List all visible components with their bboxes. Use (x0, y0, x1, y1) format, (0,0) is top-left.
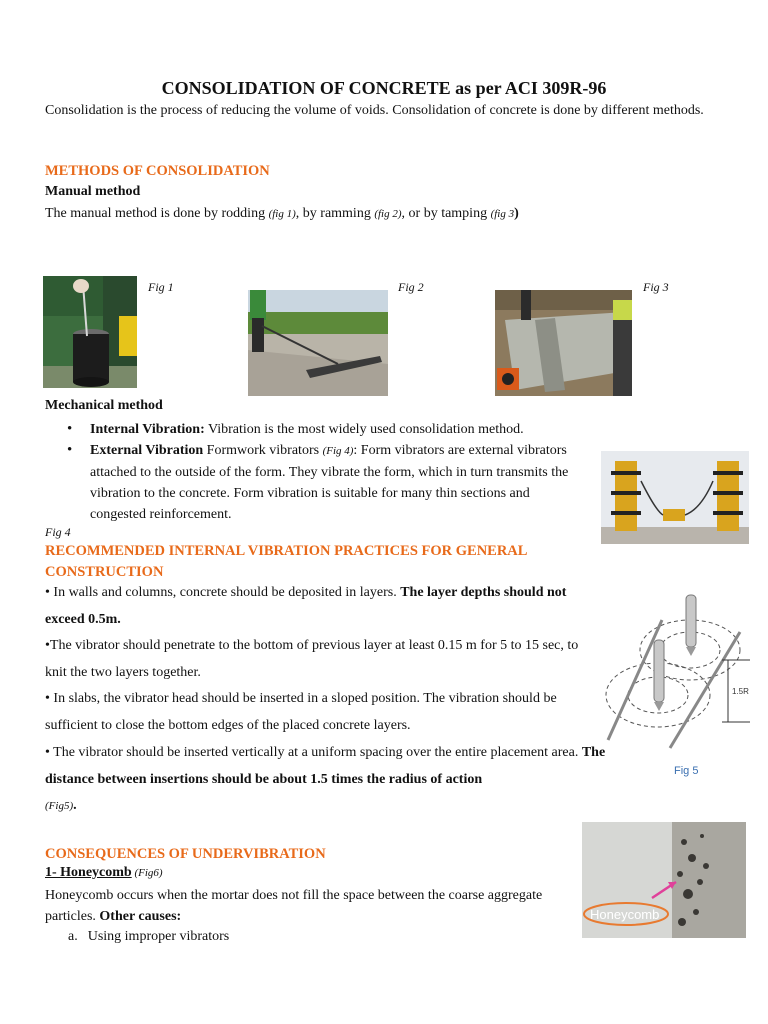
fig1-photo (43, 276, 137, 388)
causes-list-item: a. Using improper vibrators (68, 929, 230, 944)
practice-slabs: • In slabs, the vibrator head should be inserted in a sloped position. The vibration should be sufficient to close the bottom edges of the placed concrete layers. (45, 691, 557, 733)
practice-penetration: •The vibrator should penetrate to the bottom of previous layer at least 0.15 m for 5 to 15 sec, to knit the two layers together. (45, 638, 579, 680)
fig5-caption: Fig 5 (674, 765, 699, 777)
fig2-photo (248, 290, 388, 396)
fig5-label: 1.5R (732, 687, 749, 696)
fig1-caption: Fig 1 (148, 280, 174, 294)
manual-method-heading: Manual method (45, 184, 141, 199)
list-item-external-vibration: • External Vibration Formwork vibrators (Fig 4): Form vibrators are external vibrators attached to the outside of the form. They vibrate the form, which in turn transmits the vibration to the concrete. Form vibration is suitable for many thin sections and congested reinforcement. (45, 440, 585, 525)
intro-paragraph: Consolidation is the process of reducing the volume of voids. Consolidation of concrete is done by different methods. (45, 103, 704, 118)
methods-heading: METHODS OF CONSOLIDATION (45, 163, 270, 179)
honeycomb-title-line: 1- Honeycomb (Fig6) (45, 865, 163, 880)
practice-layers: • In walls and columns, concrete should be deposited in layers. The layer depths should not exceed 0.5m. (45, 585, 567, 627)
consequences-heading: CONSEQUENCES OF UNDERVIBRATION (45, 846, 326, 862)
recommended-heading: RECOMMENDED INTERNAL VIBRATION PRACTICES FOR GENERAL CONSTRUCTION (45, 543, 527, 580)
practice-spacing: • The vibrator should be inserted vertically at a uniform spacing over the entire placement area. The distance between insertions should be about 1.5 times the radius of action (Fig5). (45, 745, 606, 813)
fig2-caption: Fig 2 (398, 280, 424, 294)
honeycomb-text: Honeycomb occurs when the mortar does not fill the space between the coarse aggregate particles. Other causes: (45, 888, 543, 924)
fig3-photo (495, 290, 632, 396)
page-title: CONSOLIDATION OF CONCRETE as per ACI 309R-96 (161, 78, 607, 98)
fig4-photo (601, 451, 749, 544)
recommended-practices (45, 580, 593, 739)
fig5-diagram (600, 590, 760, 750)
manual-method-text: The manual method is done by rodding (fig 1), by ramming (fig 2), or by tamping (fig 3) (45, 206, 519, 221)
mechanical-method-heading: Mechanical method (45, 398, 163, 413)
honeycomb-photo (582, 822, 746, 938)
mechanical-method-list (45, 419, 585, 525)
list-item-internal-vibration: • Internal Vibration: Vibration is the most widely used consolidation method. (45, 419, 585, 440)
fig4-caption: Fig 4 (45, 525, 71, 539)
fig3-caption: Fig 3 (643, 280, 669, 294)
honeycomb-photo-label: Honeycomb (590, 907, 660, 922)
